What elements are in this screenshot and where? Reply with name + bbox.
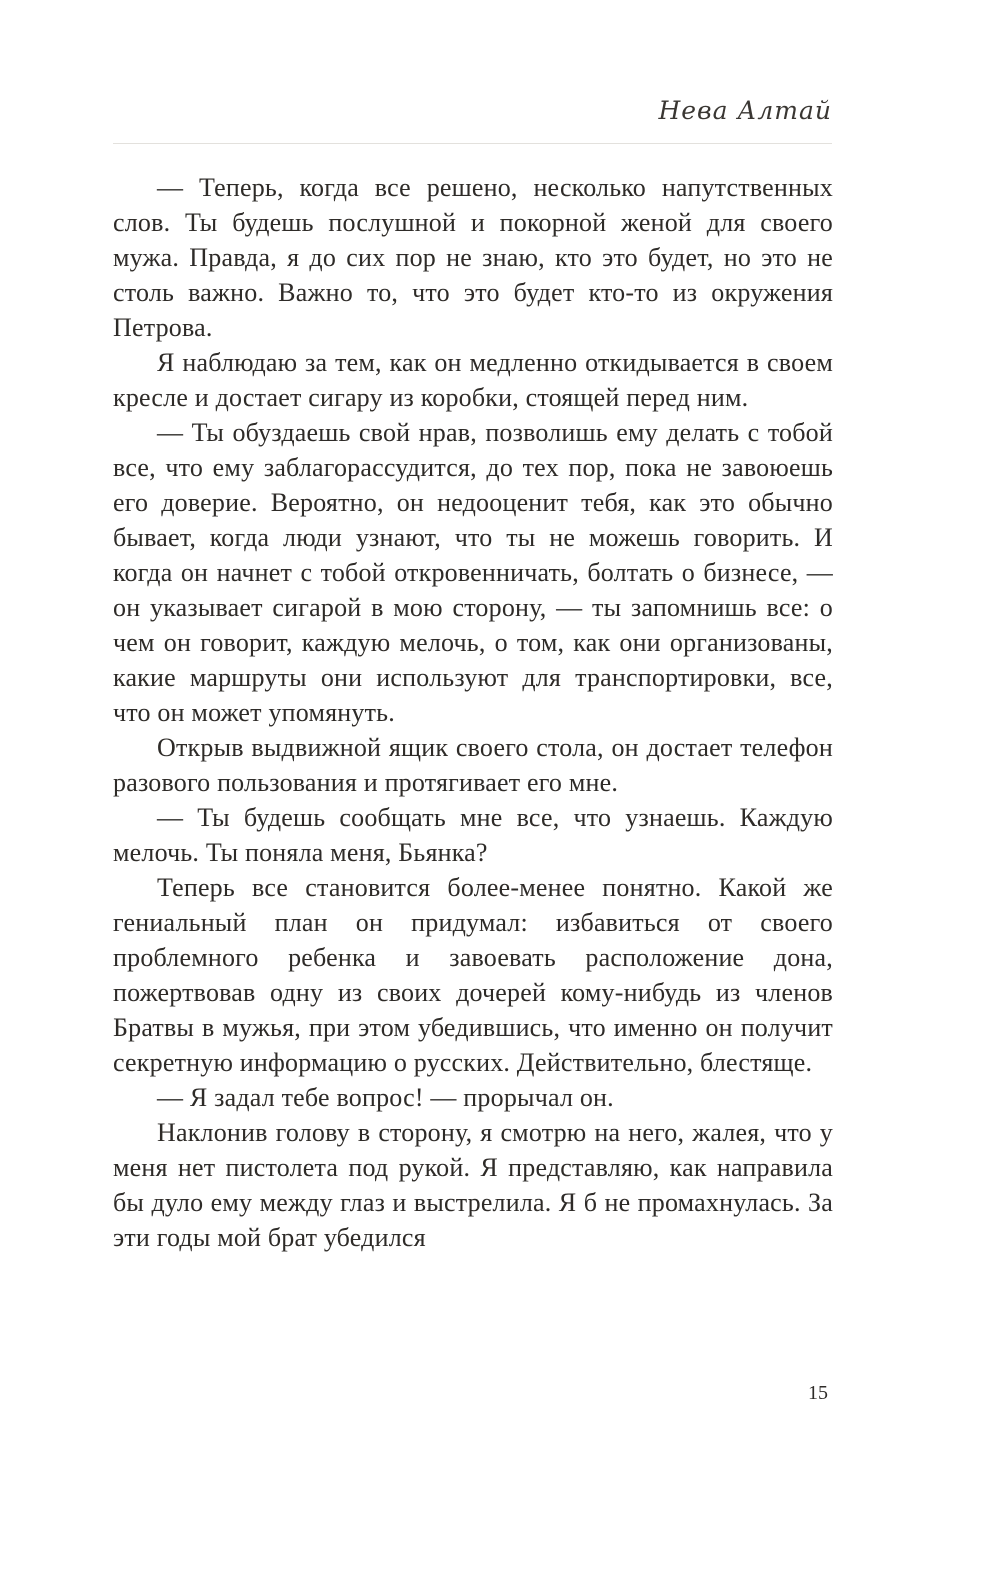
page-number: 15	[808, 1382, 828, 1404]
paragraph: — Ты обуздаешь свой нрав, позволишь ему делать с тобой все, что ему заблагорассудится, до тех пор, пока не завоюешь его доверие. Вероятно, он недооценит тебя, как это обычно бывает, когда люди узнают, что ты не можешь говорить. И когда он начнет с тобой откровенничать, болтать о бизнесе, — он указывает сигарой в мою сторону, — ты запомнишь все: о чем он говорит, каждую мелочь, о том, как они организованы, какие маршруты они используют для транспортировки, все, что он может упомянуть.	[113, 418, 833, 727]
paragraph: — Я задал тебе вопрос! — прорычал он.	[157, 1083, 614, 1112]
page-text	[113, 170, 833, 1255]
paragraph: — Теперь, когда все решено, несколько напутственных слов. Ты будешь послушной и покорной женой для своего мужа. Правда, я до сих пор не знаю, кто это будет, но это не столь важно. Важно то, что это будет кто-то из окружения Петрова.	[113, 173, 833, 342]
header-rule	[113, 143, 832, 144]
paragraph: Наклонив голову в сторону, я смотрю на него, жалея, что у меня нет пистолета под рукой. Я представляю, как направила бы дуло ему между глаз и выстрелила. Я б не промахнулась. За эти годы мой брат убедился	[113, 1118, 833, 1252]
running-header: Нева Алтай	[658, 96, 832, 125]
paragraph: Открыв выдвижной ящик своего стола, он достает телефон разового пользования и протягивает его мне.	[113, 733, 833, 797]
paragraph: Теперь все становится более-менее понятно. Какой же гениальный план он придумал: избавиться от своего проблемного ребенка и завоевать расположение дона, пожертвовав одну из своих дочерей кому-нибудь из членов Братвы в мужья, при этом убедившись, что именно он получит секретную информацию о русских. Действительно, блестяще.	[113, 873, 833, 1077]
paragraph: Я наблюдаю за тем, как он медленно откидывается в своем кресле и достает сигару из коробки, стоящей перед ним.	[113, 348, 833, 412]
paragraph: — Ты будешь сообщать мне все, что узнаешь. Каждую мелочь. Ты поняла меня, Бьянка?	[113, 803, 833, 867]
